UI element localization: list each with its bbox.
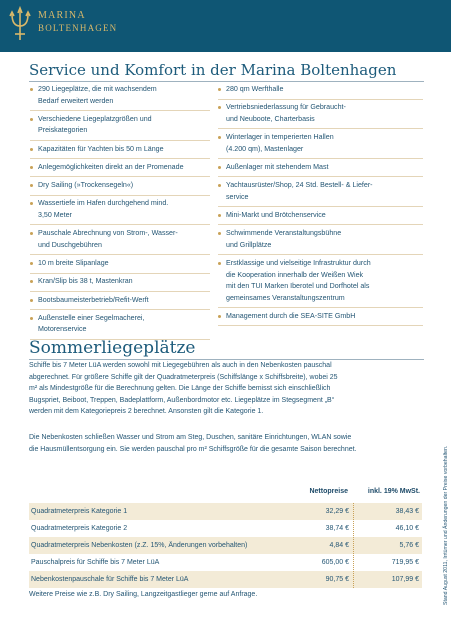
service-item-text: Außenlager mit stehendem Mast bbox=[226, 162, 329, 171]
service-list-item bbox=[30, 198, 210, 225]
brand-name bbox=[38, 10, 117, 34]
service-item-text: Schwimmende Veranstaltungsbühne bbox=[226, 229, 342, 238]
service-list-item bbox=[218, 180, 423, 207]
service-list-item bbox=[30, 180, 210, 196]
section-title-service: Service und Komfort in der Marina Boltenhagen bbox=[29, 61, 397, 79]
service-item-text: Pauschale Abrechnung von Strom-, Wasser- bbox=[38, 229, 178, 238]
table-cell-net: 38,74 € bbox=[325, 525, 349, 532]
header-bar bbox=[0, 0, 451, 52]
service-item-text: Kran/Slip bis 38 t, Mastenkran bbox=[38, 277, 133, 286]
section-title-summer-berths: Sommerliegeplätze bbox=[29, 338, 196, 358]
table-cell-net: 90,75 € bbox=[325, 576, 349, 583]
service-list-item bbox=[30, 228, 210, 255]
service-item-text: Yachtausrüster/Shop, 24 Std. Bestell- & Liefer- bbox=[226, 181, 373, 190]
table-row bbox=[29, 571, 422, 588]
service-item-text: mit den TUI Marken Iberotel und Dorfhotel als bbox=[226, 282, 370, 291]
column-header-net: Nettopreise bbox=[309, 488, 348, 495]
table-cell-gross: 719,95 € bbox=[391, 559, 419, 566]
table-cell-net: 605,00 € bbox=[321, 559, 349, 566]
service-item-text: die Kooperation innerhalb der Weißen Wiek bbox=[226, 270, 364, 279]
service-item-text: Außenstelle einer Segelmacherei, bbox=[38, 313, 145, 322]
table-cell-label: Nebenkostenpauschale für Schiffe bis 7 Meter LüA bbox=[31, 576, 189, 583]
paragraph-line: Bugspriet, Beiboot, Treppen, Badeplattform, Außenbordmotor etc. Liegeplätze im Stegsegment „B“ bbox=[29, 396, 335, 404]
table-cell-label: Quadratmeterpreis Nebenkosten (z.Z. 15%, Änderungen vorbehalten) bbox=[31, 542, 248, 549]
service-list-item bbox=[30, 313, 210, 340]
brand-line-2: BOLTENHAGEN bbox=[38, 23, 118, 33]
service-item-text: Wassertiefe im Hafen durchgehend mind. bbox=[38, 199, 169, 208]
service-item-text: Anlegemöglichkeiten direkt an der Promenade bbox=[38, 162, 184, 171]
service-list-item bbox=[30, 295, 210, 311]
service-list-item bbox=[30, 144, 210, 160]
table-row bbox=[29, 503, 422, 520]
service-item-text: und Grillplätze bbox=[226, 240, 272, 249]
trident-emblem-icon bbox=[7, 6, 33, 44]
table-cell-gross: 38,43 € bbox=[395, 508, 419, 515]
table-cell-gross: 46,10 € bbox=[395, 525, 419, 532]
footer-note: Weitere Preise wie z.B. Dry Sailing, Langzeitgastlieger gerne auf Anfrage. bbox=[29, 591, 258, 598]
table-row bbox=[29, 554, 422, 571]
paragraph-line: Die Nebenkosten schließen Wasser und Strom am Steg, Duschen, sanitäre Einrichtungen, WLAN sowie bbox=[29, 434, 352, 441]
service-list-item bbox=[218, 84, 423, 100]
service-item-text: Kapazitäten für Yachten bis 50 m Länge bbox=[38, 144, 164, 153]
service-list-item bbox=[30, 258, 210, 274]
service-item-text: Vertriebsniederlassung für Gebraucht- bbox=[226, 103, 346, 112]
service-item-text: Motorenservice bbox=[38, 325, 87, 334]
service-list-item bbox=[30, 276, 210, 292]
service-item-text: Winterlager in temperierten Hallen bbox=[226, 133, 334, 142]
service-item-text: und Neuboote, Charterbasis bbox=[226, 114, 315, 123]
service-item-text: 3,50 Meter bbox=[38, 210, 72, 219]
service-list-item bbox=[30, 84, 210, 111]
service-item-text: 10 m breite Slipanlage bbox=[38, 259, 109, 268]
service-item-text: Erstklassige und vielseitige Infrastruktur durch bbox=[226, 259, 371, 268]
service-item-text: (4.200 qm), Mastenlager bbox=[226, 144, 304, 153]
service-list-item bbox=[218, 228, 423, 255]
paragraph-line: werden mit dem Kategoriepreis 2 berechnet. Ansonsten gilt die Kategorie 1. bbox=[29, 408, 264, 415]
table-cell-net: 4,84 € bbox=[329, 542, 349, 549]
service-item-text: Dry Sailing (»Trockensegeln«) bbox=[38, 181, 134, 190]
service-list-item bbox=[30, 114, 210, 141]
side-disclaimer: Stand August 2011, Irrtümer und Änderungen der Preise vorbehalten. bbox=[443, 445, 449, 605]
table-cell-gross: 107,99 € bbox=[391, 576, 419, 583]
service-item-text: Mini-Markt und Brötchenservice bbox=[226, 210, 326, 219]
paragraph-line: Schiffe bis 7 Meter LüA werden sowohl mit Liegegebühren als auch in den Nebenkosten pauschal bbox=[29, 362, 332, 369]
service-item-text: Bedarf erweitert werden bbox=[38, 96, 114, 105]
service-list-item bbox=[218, 210, 423, 226]
service-list-item bbox=[218, 162, 423, 178]
paragraph-line: abgerechnet. Für größere Schiffe gilt der Quadratmeterpreis (Schiffslänge x Schiffsbreite), wobei 25 bbox=[29, 373, 338, 381]
paragraph-line: m² als Mindestgröße für die Berechnung gelten. Die Länge der Schiffe bemisst sich einschließlich bbox=[29, 385, 331, 392]
service-list-item bbox=[30, 162, 210, 178]
column-header-gross: inkl. 19% MwSt. bbox=[367, 488, 420, 495]
table-cell-gross: 5,76 € bbox=[399, 542, 419, 549]
table-cell-net: 32,29 € bbox=[325, 508, 349, 515]
section-divider bbox=[29, 81, 424, 82]
service-item-text: und Duschgebühren bbox=[38, 240, 102, 249]
paragraph-line: die Hausmüllentsorgung ein. Sie werden pauschal pro m² Schiffsgröße für die gesamte Saison berechnet. bbox=[29, 445, 357, 453]
service-list-item bbox=[218, 258, 423, 308]
service-list-left bbox=[30, 84, 210, 343]
service-list-item bbox=[218, 132, 423, 159]
additional-costs-paragraph bbox=[29, 432, 425, 455]
service-list-item bbox=[218, 311, 423, 327]
service-list-item bbox=[218, 102, 423, 129]
table-row bbox=[29, 537, 422, 554]
service-item-text: 290 Liegeplätze, die mit wachsendem bbox=[38, 85, 157, 93]
service-item-text: 280 qm Werfthalle bbox=[226, 85, 284, 93]
service-item-text: Bootsbaumeisterbetrieb/Refit-Werft bbox=[38, 295, 149, 304]
service-list-right bbox=[218, 84, 423, 329]
table-row bbox=[29, 520, 422, 537]
service-item-text: gemeinsames Veranstaltungszentrum bbox=[226, 293, 345, 302]
table-cell-label: Pauschalpreis für Schiffe bis 7 Meter LüA bbox=[31, 559, 160, 566]
service-item-text: Preiskategorien bbox=[38, 126, 88, 135]
table-cell-label: Quadratmeterpreis Kategorie 1 bbox=[31, 508, 128, 515]
table-cell-label: Quadratmeterpreis Kategorie 2 bbox=[31, 525, 128, 532]
column-separator bbox=[353, 503, 354, 588]
service-item-text: Management durch die SEA-SITE GmbH bbox=[226, 311, 356, 320]
service-item-text: service bbox=[226, 192, 249, 201]
brand-line-1: MARINA bbox=[38, 10, 86, 21]
pricing-paragraph bbox=[29, 360, 425, 418]
service-item-text: Verschiedene Liegeplatzgrößen und bbox=[38, 114, 152, 123]
